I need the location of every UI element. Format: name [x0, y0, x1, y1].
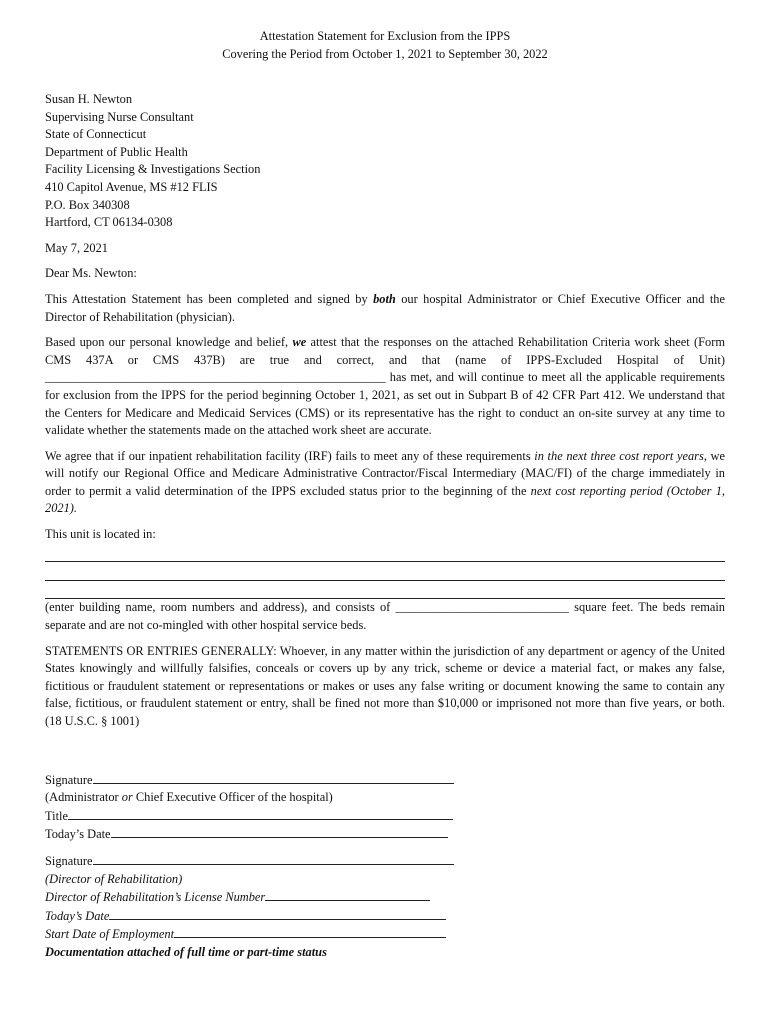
signature-field[interactable]	[93, 852, 454, 865]
document-page	[45, 27, 725, 962]
signer-role: (Director of Rehabilitation)	[45, 871, 183, 886]
address-line: Facility Licensing & Investigations Section	[45, 162, 261, 177]
address-line: Hartford, CT 06134-0308	[45, 215, 173, 230]
letter-date: May 7, 2021	[45, 240, 108, 255]
license-field[interactable]	[265, 888, 430, 901]
location-line-3[interactable]	[45, 581, 725, 600]
square-feet-blank[interactable]: ____________________________	[395, 600, 569, 615]
address-line: 410 Capitol Avenue, MS #12 FLIS	[45, 179, 218, 194]
date-row: Today’s Date	[45, 907, 725, 926]
start-date-field[interactable]	[174, 925, 446, 938]
start-date-row: Start Date of Employment	[45, 925, 725, 944]
address-line: Supervising Nurse Consultant	[45, 109, 194, 124]
title-row: Title	[45, 807, 725, 826]
location-label: This unit is located in:	[45, 527, 156, 542]
signature-row: Signature	[45, 771, 725, 790]
paragraph-attestation: Based upon our personal knowledge and belief, we attest that the responses on the attached Rehabilitation Criteria work sheet (Form CMS 437A or CMS 437B) are true and correct, and that (name of IPPS-Excluded Hospital of Unit) _______________________________________________________ has met, and will continue to meet all the applicable requirements for exclusion from the IPPS for the period beginning October 1, 2021, as set out in Subpart B of 42 CFR Part 412. We understand that the Centers for Medicare and Medicaid Services (CMS) or its representative has the right to conduct an on-site survey at any time to validate whether the statements made on the attached work sheet are accurate.	[45, 335, 725, 438]
date-field[interactable]	[111, 825, 448, 838]
paragraph-signers: This Attestation Statement has been completed and signed by both our hospital Administrator or Chief Executive Officer and the Director of Rehabilitation (physician).	[45, 291, 725, 324]
title-line-2: Covering the Period from October 1, 2021 to September 30, 2022	[222, 47, 548, 61]
salutation: Dear Ms. Newton:	[45, 266, 137, 281]
paragraph-square-feet: (enter building name, room numbers and address), and consists of ____________________________ square feet. The beds remain separate and are not co-mingled with other hospital service beds.	[45, 600, 725, 633]
signer-role: (Administrator or Chief Executive Officer of the hospital)	[45, 790, 333, 805]
document-title	[45, 27, 725, 63]
address-line: P.O. Box 340308	[45, 197, 130, 212]
location-line-1[interactable]	[45, 544, 725, 563]
paragraph-agreement: We agree that if our inpatient rehabilitation facility (IRF) fails to meet any of these requirements in the next three cost report years, we will notify our Regional Office and Medicare Administrative Contractor/Fiscal Intermediary (MAC/FI) of the charge immediately in order to permit a valid determination of the IPPS excluded status prior to the beginning of the next cost reporting period (October 1, 2021).	[45, 448, 725, 516]
address-line: Department of Public Health	[45, 144, 188, 159]
title-field[interactable]	[68, 807, 453, 820]
address-line: State of Connecticut	[45, 127, 147, 142]
paragraph-legal-statement: STATEMENTS OR ENTRIES GENERALLY: Whoever, in any matter within the jurisdiction of any department or agency of the United States knowingly and willfully falsifies, conceals or covers up by any trick, scheme or device a material fact, or makes any false, fictitious or fraudulent statement or representations or makes or uses any false writing or document knowing the same to contain any false, fictitious, or fraudulent statement or entry, shall be fined not more than $10,000 or imprisoned not more than five years, or both. (18 U.S.C. § 1001)	[45, 643, 725, 728]
license-row: Director of Rehabilitation’s License Number	[45, 888, 725, 907]
address-line: Susan H. Newton	[45, 92, 133, 106]
title-line-1: Attestation Statement for Exclusion from the IPPS	[259, 29, 511, 43]
signature-block-director	[45, 852, 725, 962]
date-field[interactable]	[109, 907, 446, 920]
signature-field[interactable]	[93, 771, 454, 784]
date-row: Today’s Date	[45, 825, 725, 844]
documentation-note: Documentation attached of full time or part-time status	[45, 944, 327, 959]
hospital-name-blank[interactable]: _______________________________________________________	[45, 370, 386, 385]
recipient-address	[45, 91, 725, 232]
signature-block-administrator	[45, 771, 725, 844]
location-line-2[interactable]	[45, 562, 725, 581]
signature-row: Signature	[45, 852, 725, 871]
